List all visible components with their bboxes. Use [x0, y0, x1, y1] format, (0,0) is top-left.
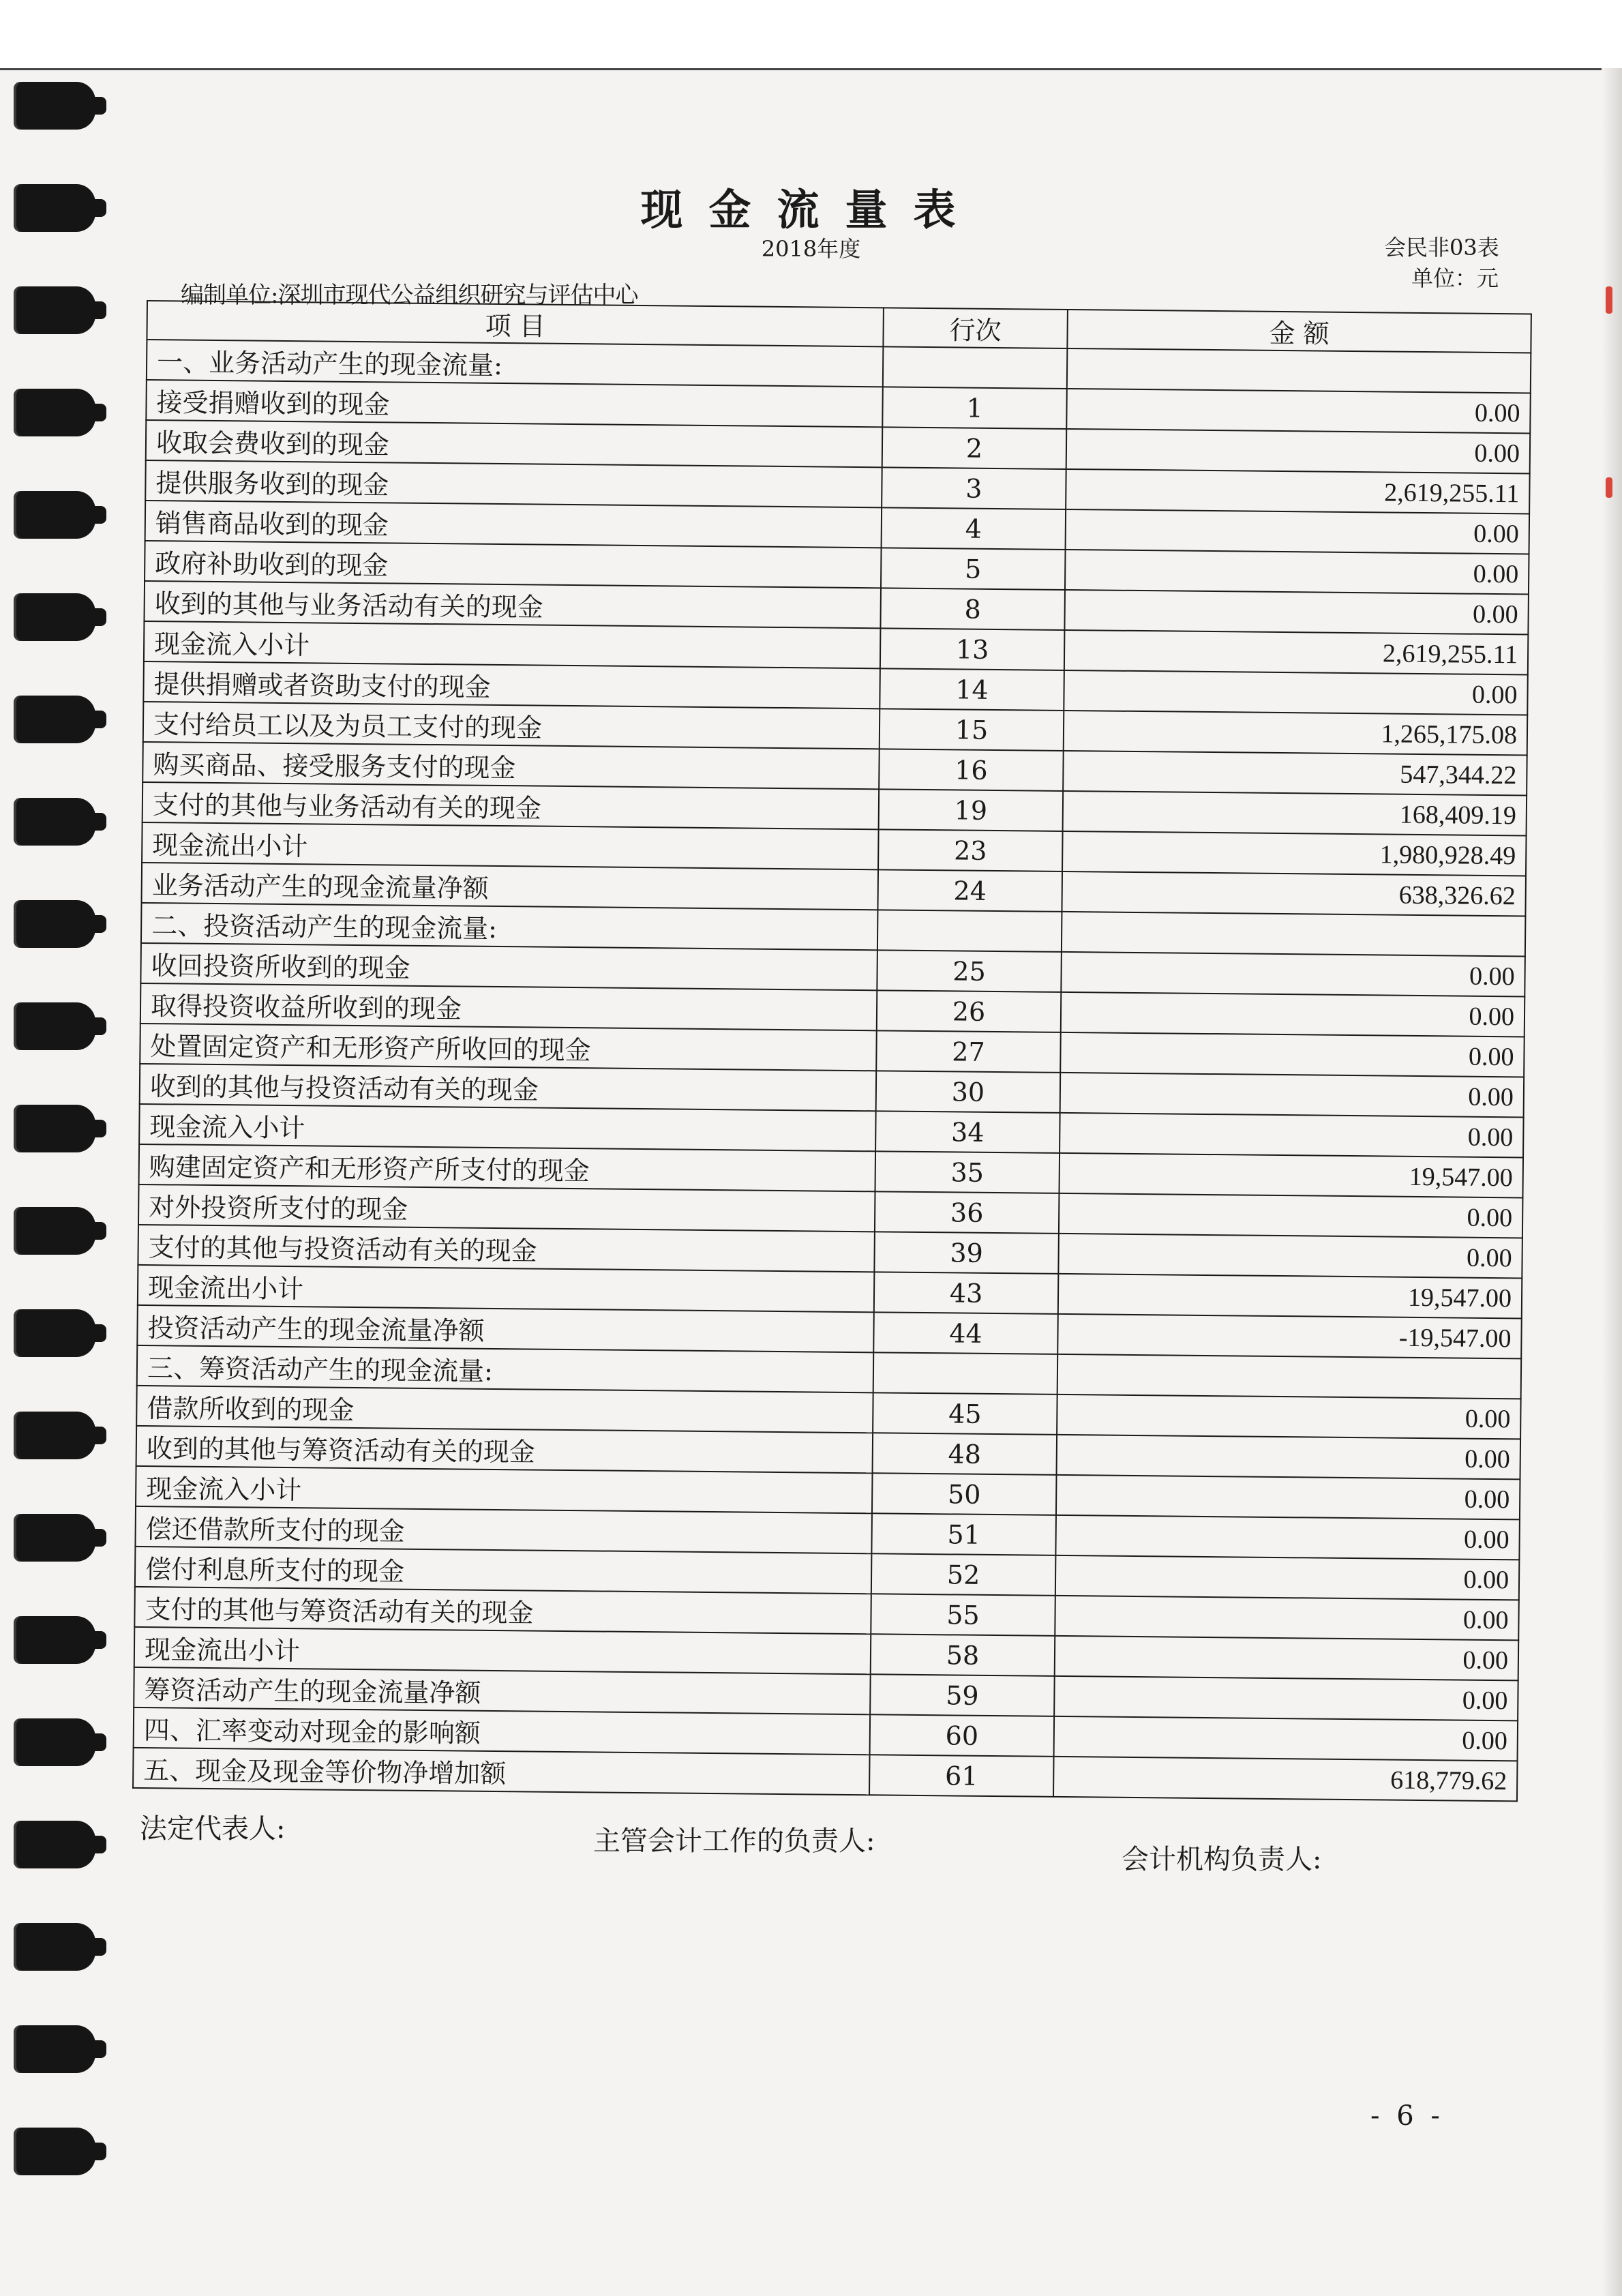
row-number: 44 [873, 1312, 1058, 1354]
row-label: 现金流出小计 [138, 1265, 875, 1312]
binding-ring [14, 1718, 95, 1766]
binding-ring [14, 1207, 95, 1255]
row-number [873, 1352, 1058, 1395]
row-label: 购建固定资产和无形资产所支付的现金 [139, 1144, 876, 1191]
row-amount [1062, 912, 1526, 957]
margin-pen-mark [1606, 477, 1612, 498]
binding-ring [14, 2128, 95, 2175]
row-label: 取得投资收益所收到的现金 [140, 983, 877, 1030]
row-amount [1067, 348, 1531, 393]
row-label: 提供服务收到的现金 [145, 460, 882, 507]
page-title: 现金流量表 [640, 185, 982, 235]
row-label: 支付的其他与投资活动有关的现金 [138, 1225, 875, 1272]
row-amount: -19,547.00 [1057, 1314, 1522, 1359]
binding-ring [14, 2025, 95, 2073]
binding-ring [14, 286, 95, 334]
row-number: 16 [879, 749, 1064, 791]
row-amount: 0.00 [1057, 1435, 1521, 1480]
row-label: 现金流入小计 [139, 1104, 876, 1151]
row-amount: 2,619,255.11 [1064, 630, 1529, 675]
row-amount: 1,980,928.49 [1062, 831, 1527, 876]
binding-ring [14, 491, 95, 539]
row-number: 5 [881, 548, 1066, 590]
row-amount: 19,547.00 [1058, 1274, 1522, 1319]
row-number: 50 [872, 1473, 1057, 1515]
row-amount: 0.00 [1054, 1716, 1518, 1761]
row-number: 24 [877, 869, 1062, 912]
row-label: 收到的其他与投资活动有关的现金 [140, 1064, 877, 1111]
row-amount: 0.00 [1064, 670, 1528, 715]
row-number: 52 [871, 1553, 1056, 1596]
row-amount: 0.00 [1066, 389, 1531, 434]
row-label: 现金流入小计 [136, 1466, 873, 1513]
binding-ring [14, 1105, 95, 1152]
binding-ring [14, 900, 95, 948]
row-number: 60 [870, 1714, 1055, 1757]
row-label: 现金流出小计 [142, 822, 879, 869]
binding-ring [14, 1412, 95, 1459]
row-label: 现金流出小计 [134, 1627, 871, 1674]
page-top-edge [0, 0, 1622, 70]
cash-flow-table [132, 300, 1532, 1802]
row-label: 销售商品收到的现金 [145, 501, 882, 548]
row-amount: 547,344.22 [1063, 751, 1527, 796]
row-number: 26 [877, 990, 1062, 1032]
row-number: 43 [874, 1272, 1059, 1314]
row-amount [1057, 1354, 1522, 1399]
row-label: 业务活动产生的现金流量净额 [142, 863, 879, 910]
row-number: 51 [871, 1513, 1056, 1555]
binding-ring [14, 389, 95, 436]
row-number: 23 [878, 829, 1063, 871]
row-label: 处置固定资产和无形资产所收回的现金 [140, 1024, 877, 1071]
row-number: 2 [882, 427, 1067, 469]
row-number: 1 [882, 387, 1067, 429]
row-number: 14 [880, 668, 1064, 711]
row-label: 购买商品、接受服务支付的现金 [142, 742, 880, 789]
row-label: 筹资活动产生的现金流量净额 [134, 1667, 871, 1714]
row-label: 接受捐赠收到的现金 [146, 380, 883, 427]
row-label: 五、现金及现金等价物净增加额 [133, 1748, 870, 1795]
row-number: 55 [871, 1594, 1055, 1636]
row-amount: 618,779.62 [1053, 1757, 1518, 1802]
row-amount: 0.00 [1055, 1515, 1520, 1560]
row-number: 34 [875, 1111, 1060, 1153]
row-label: 收到的其他与业务活动有关的现金 [144, 581, 881, 628]
row-amount: 0.00 [1055, 1596, 1519, 1641]
row-number: 30 [876, 1071, 1061, 1113]
binding-ring [14, 798, 95, 846]
currency-unit: 单位：元 [1411, 265, 1499, 291]
row-label: 收回投资所收到的现金 [140, 943, 877, 990]
row-amount: 0.00 [1064, 590, 1529, 635]
row-number [877, 910, 1062, 952]
row-amount: 0.00 [1060, 1032, 1525, 1077]
row-label: 四、汇率变动对现金的影响额 [134, 1708, 871, 1755]
row-number: 45 [873, 1392, 1057, 1435]
row-amount: 0.00 [1060, 1073, 1525, 1118]
row-number: 4 [882, 507, 1066, 550]
row-number: 27 [876, 1030, 1061, 1073]
row-number [883, 346, 1068, 389]
binding-ring [14, 1514, 95, 1562]
margin-pen-mark [1606, 286, 1612, 314]
binding-ring [14, 1309, 95, 1357]
row-amount: 2,619,255.11 [1066, 469, 1530, 514]
column-header-amount: 金 额 [1067, 310, 1531, 353]
row-label: 一、业务活动产生的现金流量: [147, 340, 884, 387]
row-label: 政府补助收到的现金 [145, 541, 882, 588]
row-label: 收到的其他与筹资活动有关的现金 [136, 1426, 873, 1473]
row-label: 偿还借款所支付的现金 [135, 1506, 872, 1553]
binding-ring [14, 1821, 95, 1868]
row-number: 13 [880, 628, 1065, 670]
binding-ring [14, 82, 95, 130]
row-amount: 0.00 [1058, 1234, 1522, 1279]
row-amount: 0.00 [1056, 1475, 1520, 1520]
row-amount: 0.00 [1066, 509, 1530, 554]
row-number: 59 [870, 1674, 1055, 1716]
column-header-item: 项 目 [147, 301, 883, 346]
row-amount: 0.00 [1057, 1395, 1521, 1440]
row-label: 对外投资所支付的现金 [138, 1184, 875, 1232]
row-number: 36 [875, 1191, 1060, 1234]
report-year: 2018年度 [761, 236, 861, 262]
row-amount: 0.00 [1054, 1676, 1518, 1721]
row-amount: 0.00 [1060, 1113, 1524, 1158]
preparing-organization: 编制单位:深圳市现代公益组织研究与评估中心 [181, 282, 638, 309]
row-label: 提供捐赠或者资助支付的现金 [143, 661, 880, 709]
accounting-supervisor-label: 主管会计工作的负责人: [593, 1825, 875, 1857]
row-number: 58 [871, 1634, 1055, 1676]
row-amount: 1,265,175.08 [1064, 711, 1528, 756]
page-shadow [1602, 68, 1622, 2296]
row-label: 现金流入小计 [144, 621, 881, 668]
row-label: 收取会费收到的现金 [146, 420, 883, 467]
row-label: 三、筹资活动产生的现金流量: [137, 1345, 874, 1392]
legal-representative-label: 法定代表人: [140, 1813, 286, 1845]
row-number: 35 [875, 1151, 1060, 1193]
row-amount: 0.00 [1055, 1636, 1519, 1681]
row-number: 19 [879, 789, 1064, 831]
row-number: 3 [882, 467, 1066, 509]
row-label: 借款所收到的现金 [136, 1386, 873, 1433]
row-number: 8 [880, 588, 1065, 630]
form-number: 会民非03表 [1384, 235, 1499, 260]
binding-ring [14, 593, 95, 641]
row-amount: 0.00 [1055, 1555, 1520, 1600]
binding-ring [14, 1002, 95, 1050]
binding-ring [14, 1616, 95, 1664]
row-label: 投资活动产生的现金流量净额 [137, 1305, 874, 1352]
row-label: 支付的其他与筹资活动有关的现金 [134, 1587, 871, 1634]
row-number: 25 [877, 950, 1062, 992]
row-amount: 0.00 [1065, 550, 1529, 595]
row-number: 61 [869, 1755, 1054, 1797]
binding-ring [14, 1923, 95, 1971]
binding-ring [14, 696, 95, 743]
row-label: 二、投资活动产生的现金流量: [141, 903, 878, 950]
row-number: 39 [874, 1232, 1059, 1274]
row-amount: 0.00 [1059, 1193, 1523, 1238]
row-label: 支付的其他与业务活动有关的现金 [142, 782, 880, 829]
accounting-dept-head-label: 会计机构负责人: [1122, 1844, 1322, 1875]
row-amount: 638,326.62 [1062, 871, 1526, 916]
row-amount: 0.00 [1066, 429, 1531, 474]
spiral-binding [0, 82, 102, 2230]
column-header-row-number: 行次 [883, 308, 1068, 348]
page-number: - 6 - [1370, 2100, 1444, 2132]
row-number: 48 [873, 1433, 1057, 1475]
row-amount: 0.00 [1061, 952, 1525, 997]
row-number: 15 [880, 709, 1064, 751]
row-label: 偿付利息所支付的现金 [135, 1547, 872, 1594]
row-amount: 0.00 [1061, 992, 1525, 1037]
row-amount: 19,547.00 [1059, 1153, 1523, 1198]
row-label: 支付给员工以及为员工支付的现金 [143, 702, 880, 749]
row-amount: 168,409.19 [1063, 791, 1527, 836]
